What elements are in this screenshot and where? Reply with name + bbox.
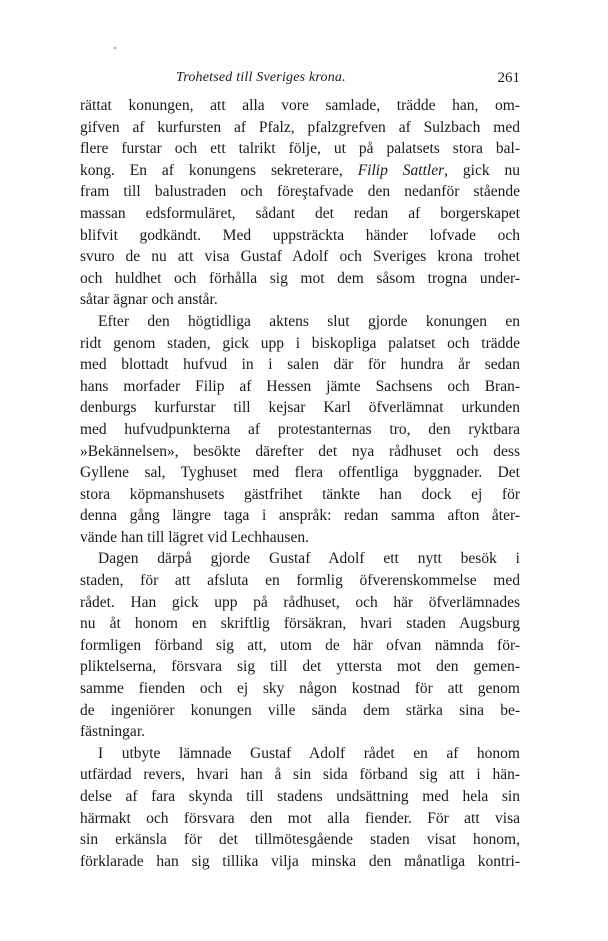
text-line: sin erkänsla för det tillmötesgående staden visat honom, <box>80 831 520 849</box>
text-line: gifven af kurfursten af Pfalz, pfalzgrefven af Sulzbach med <box>80 118 520 136</box>
paragraph-3 <box>80 548 520 742</box>
text-line: Efter den högtidliga aktens slut gjorde konungen en <box>98 312 520 330</box>
text-line: samme fienden och ej sky någon kostnad för att genom <box>80 680 520 698</box>
text-line: denburgs kurfurstar till kejsar Karl öfverlämnat urkunden <box>80 399 520 417</box>
text-line: formligen förband sig att, utom de här ofvan nämnda för- <box>80 636 520 654</box>
text-line: fästningar. <box>80 723 145 741</box>
text-line: svuro de nu att visa Gustaf Adolf och Sveriges krona trohet <box>80 248 520 266</box>
paragraph-2 <box>80 311 520 549</box>
text-line: pliktelserna, försvara sig till det yttersta mot den gemen- <box>80 658 520 676</box>
text-line-with-name <box>80 160 520 182</box>
text-line: delse af fara skynda till stadens undsättning med hela sin <box>80 788 520 805</box>
page-header <box>80 70 520 92</box>
paper-speck <box>114 47 116 49</box>
paragraph-4 <box>80 743 520 873</box>
text-line: de ingeniörer konungen ville sända dem stärka sina be- <box>80 701 520 719</box>
text-line: Gyllene sal, Tyghuset med flera offentliga byggnader. Det <box>80 464 520 482</box>
page-number: 261 <box>497 70 520 86</box>
text-line: hans morfader Filip af Hessen jämte Sachsens och Bran- <box>80 377 520 395</box>
text-line: rättat konungen, att alla vore samlade, trädde han, om- <box>80 97 520 114</box>
body-text <box>80 95 520 872</box>
text-segment: kong. En af konungens sekreterare, <box>80 161 358 179</box>
text-line: härmakt och försvara den mot alla fiender. För att visa <box>80 809 520 827</box>
text-line: massan edsformuläret, sådant det redan af borgerskapet <box>80 204 520 222</box>
text-line: blifvit godkändt. Med uppsträckta händer lofvade och <box>80 226 520 244</box>
text-line: staden, för att afsluta en formlig öfverenskommelse med <box>80 572 520 590</box>
text-line: vände han till lägret vid Lechhausen. <box>80 528 309 546</box>
text-line: med hufvudpunkterna af protestanternas tro, den ryktbara <box>80 420 520 438</box>
text-line: I utbyte lämnade Gustaf Adolf rådet en af honom <box>98 744 520 762</box>
text-line: stora köpmanshusets gästfrihet tänkte han dock ej för <box>80 485 520 503</box>
text-line: förklarade han sig tillika vilja minska den månatliga kontri- <box>80 852 520 870</box>
text-line: denna gång längre taga i anspråk: redan samma afton åter- <box>80 507 520 525</box>
text-line: såtar ägnar och anstår. <box>80 291 218 309</box>
paragraph-1 <box>80 95 520 311</box>
text-line: fram till balustraden och föreştafvade den nedanför stående <box>80 183 520 201</box>
running-title: Trohetsed till Sveriges krona. <box>176 70 346 85</box>
text-line: och huldhet och förhålla sig mot dem såsom trogna under- <box>80 269 520 287</box>
text-line: Dagen därpå gjorde Gustaf Adolf ett nytt besök i <box>98 550 520 568</box>
text-line: »Bekännelsen», besökte därefter det nya rådhuset och dess <box>80 442 520 460</box>
italic-name: Filip Sattler <box>357 161 445 179</box>
text-segment: , gick nu <box>444 161 520 179</box>
text-line: nu åt honom en skriftlig försäkran, hvari staden Augsburg <box>80 615 520 633</box>
text-line: ridt genom staden, gick upp i biskopliga palatset och trädde <box>80 334 520 352</box>
text-line: med blottadt hufvud in i salen där för hundra år sedan <box>80 356 520 374</box>
text-line: utfärdad revers, hvari han å sin sida förband sig att i hän- <box>80 766 520 784</box>
text-line: rådet. Han gick upp på rådhuset, och här öfverlämnades <box>80 593 520 611</box>
text-line: flere furstar och ett talrikt följe, ut på palatsets stora bal- <box>80 140 520 158</box>
